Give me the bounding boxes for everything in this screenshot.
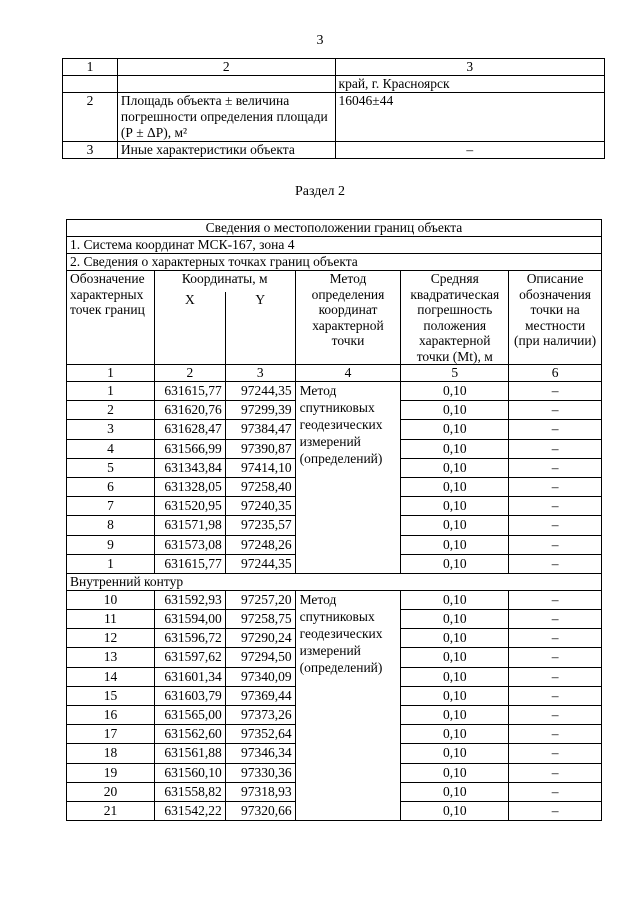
- point-description: –: [509, 744, 602, 763]
- point-y: 97258,40: [225, 477, 295, 496]
- point-number: 1: [67, 382, 155, 401]
- point-y: 97294,50: [225, 648, 295, 667]
- point-x: 631615,77: [154, 554, 225, 573]
- point-y: 97414,10: [225, 458, 295, 477]
- table-row: [67, 590, 602, 609]
- point-description: –: [509, 590, 602, 609]
- point-number: 7: [67, 497, 155, 516]
- point-error: 0,10: [401, 782, 509, 801]
- point-error: 0,10: [401, 516, 509, 535]
- point-y: 97240,35: [225, 497, 295, 516]
- point-error: 0,10: [401, 801, 509, 820]
- point-y: 97235,57: [225, 516, 295, 535]
- point-number: 17: [67, 725, 155, 744]
- point-description: –: [509, 401, 602, 420]
- point-description: –: [509, 610, 602, 629]
- row-value: край, г. Красноярск: [335, 76, 604, 93]
- point-y: 97373,26: [225, 706, 295, 725]
- method-cell: Метод спутниковых геодезических измерений (определений): [295, 590, 401, 820]
- point-description: –: [509, 667, 602, 686]
- column-number: 2: [154, 365, 225, 382]
- point-x: 631328,05: [154, 477, 225, 496]
- point-description: –: [509, 477, 602, 496]
- point-y: 97390,87: [225, 439, 295, 458]
- row-label: Площадь объекта ± величина погрешности определения площади (Р ± ΔР), м²: [117, 93, 335, 142]
- point-error: 0,10: [401, 477, 509, 496]
- point-x: 631542,22: [154, 801, 225, 820]
- point-y: 97258,75: [225, 610, 295, 629]
- point-description: –: [509, 725, 602, 744]
- point-number: 15: [67, 686, 155, 705]
- point-x: 631343,84: [154, 458, 225, 477]
- points-section-title: 2. Сведения о характерных точках границ объекта: [67, 254, 602, 271]
- point-error: 0,10: [401, 382, 509, 401]
- header-cell: 2: [117, 59, 335, 76]
- point-error: 0,10: [401, 667, 509, 686]
- point-y: 97248,26: [225, 535, 295, 554]
- point-error: 0,10: [401, 439, 509, 458]
- point-number: 12: [67, 629, 155, 648]
- point-description: –: [509, 629, 602, 648]
- point-x: 631628,47: [154, 420, 225, 439]
- point-number: 16: [67, 706, 155, 725]
- point-number: 2: [67, 401, 155, 420]
- point-x: 631560,10: [154, 763, 225, 782]
- point-error: 0,10: [401, 590, 509, 609]
- point-y: 97290,24: [225, 629, 295, 648]
- row-number: 2: [63, 93, 118, 142]
- point-description: –: [509, 439, 602, 458]
- table-title: Сведения о местоположении границ объекта: [67, 220, 602, 237]
- point-description: –: [509, 763, 602, 782]
- point-error: 0,10: [401, 744, 509, 763]
- boundary-points-table: [66, 219, 602, 821]
- row-value: 16046±44: [335, 93, 604, 142]
- point-error: 0,10: [401, 610, 509, 629]
- point-x: 631597,62: [154, 648, 225, 667]
- point-error: 0,10: [401, 686, 509, 705]
- point-x: 631603,79: [154, 686, 225, 705]
- page-number: 3: [316, 33, 324, 48]
- point-x: 631566,99: [154, 439, 225, 458]
- point-y: 97346,34: [225, 744, 295, 763]
- point-x: 631561,88: [154, 744, 225, 763]
- point-y: 97369,44: [225, 686, 295, 705]
- table-row: [67, 382, 602, 401]
- point-x: 631620,76: [154, 401, 225, 420]
- point-x: 631565,00: [154, 706, 225, 725]
- column-number: 4: [295, 365, 401, 382]
- point-x: 631592,93: [154, 590, 225, 609]
- point-x: 631520,95: [154, 497, 225, 516]
- point-description: –: [509, 497, 602, 516]
- inner-contour-row: [67, 573, 602, 590]
- point-description: –: [509, 554, 602, 573]
- point-description: –: [509, 516, 602, 535]
- point-number: 10: [67, 590, 155, 609]
- table-header-row: [63, 59, 605, 76]
- point-description: –: [509, 801, 602, 820]
- point-y: 97330,36: [225, 763, 295, 782]
- header-designation: Обозначение характерных точек границ: [67, 271, 155, 365]
- point-y: 97340,09: [225, 667, 295, 686]
- header-cell: 3: [335, 59, 604, 76]
- row-label: Иные характеристики объекта: [117, 142, 335, 159]
- header-description: Описание обозначения точки на местности (при наличии): [509, 271, 602, 365]
- method-cell: Метод спутниковых геодезических измерений (определений): [295, 382, 401, 574]
- header-coordinates: Координаты, м: [154, 271, 295, 293]
- point-number: 4: [67, 439, 155, 458]
- column-number: 5: [401, 365, 509, 382]
- section-title: Раздел 2: [294, 184, 346, 199]
- point-x: 631562,60: [154, 725, 225, 744]
- point-description: –: [509, 535, 602, 554]
- point-description: –: [509, 686, 602, 705]
- point-x: 631594,00: [154, 610, 225, 629]
- row-number: [63, 76, 118, 93]
- point-error: 0,10: [401, 401, 509, 420]
- point-description: –: [509, 420, 602, 439]
- coordinate-system: 1. Система координат МСК-167, зона 4: [67, 237, 602, 254]
- point-description: –: [509, 382, 602, 401]
- point-error: 0,10: [401, 535, 509, 554]
- column-number: 3: [225, 365, 295, 382]
- point-number: 19: [67, 763, 155, 782]
- point-y: 97352,64: [225, 725, 295, 744]
- point-error: 0,10: [401, 554, 509, 573]
- point-number: 13: [67, 648, 155, 667]
- point-number: 14: [67, 667, 155, 686]
- point-error: 0,10: [401, 725, 509, 744]
- point-number: 5: [67, 458, 155, 477]
- point-x: 631615,77: [154, 382, 225, 401]
- row-value: –: [335, 142, 604, 159]
- row-label: [117, 76, 335, 93]
- point-y: 97299,39: [225, 401, 295, 420]
- table-row: [63, 93, 605, 142]
- point-error: 0,10: [401, 420, 509, 439]
- point-description: –: [509, 782, 602, 801]
- header-method: Метод определения координат характерной точки: [295, 271, 401, 365]
- point-y: 97384,47: [225, 420, 295, 439]
- column-number: 6: [509, 365, 602, 382]
- point-error: 0,10: [401, 706, 509, 725]
- point-x: 631558,82: [154, 782, 225, 801]
- point-number: 9: [67, 535, 155, 554]
- object-characteristics-table: [62, 58, 605, 159]
- point-number: 21: [67, 801, 155, 820]
- header-x: X: [154, 292, 225, 365]
- point-y: 97257,20: [225, 590, 295, 609]
- header-y: Y: [225, 292, 295, 365]
- point-description: –: [509, 458, 602, 477]
- point-number: 6: [67, 477, 155, 496]
- inner-contour-label: Внутренний контур: [67, 573, 602, 590]
- point-error: 0,10: [401, 497, 509, 516]
- point-x: 631601,34: [154, 667, 225, 686]
- header-cell: 1: [63, 59, 118, 76]
- point-error: 0,10: [401, 458, 509, 477]
- point-error: 0,10: [401, 648, 509, 667]
- point-description: –: [509, 648, 602, 667]
- point-error: 0,10: [401, 629, 509, 648]
- point-x: 631573,08: [154, 535, 225, 554]
- point-y: 97318,93: [225, 782, 295, 801]
- point-number: 18: [67, 744, 155, 763]
- point-number: 3: [67, 420, 155, 439]
- column-number: 1: [67, 365, 155, 382]
- point-number: 1: [67, 554, 155, 573]
- point-y: 97244,35: [225, 382, 295, 401]
- table-row: [63, 142, 605, 159]
- header-error: Средняя квадратическая погрешность положения характерной точки (Mt), м: [401, 271, 509, 365]
- point-x: 631596,72: [154, 629, 225, 648]
- row-number: 3: [63, 142, 118, 159]
- point-y: 97244,35: [225, 554, 295, 573]
- point-description: –: [509, 706, 602, 725]
- point-y: 97320,66: [225, 801, 295, 820]
- point-number: 8: [67, 516, 155, 535]
- table-row: [63, 76, 605, 93]
- point-error: 0,10: [401, 763, 509, 782]
- point-number: 20: [67, 782, 155, 801]
- point-number: 11: [67, 610, 155, 629]
- point-x: 631571,98: [154, 516, 225, 535]
